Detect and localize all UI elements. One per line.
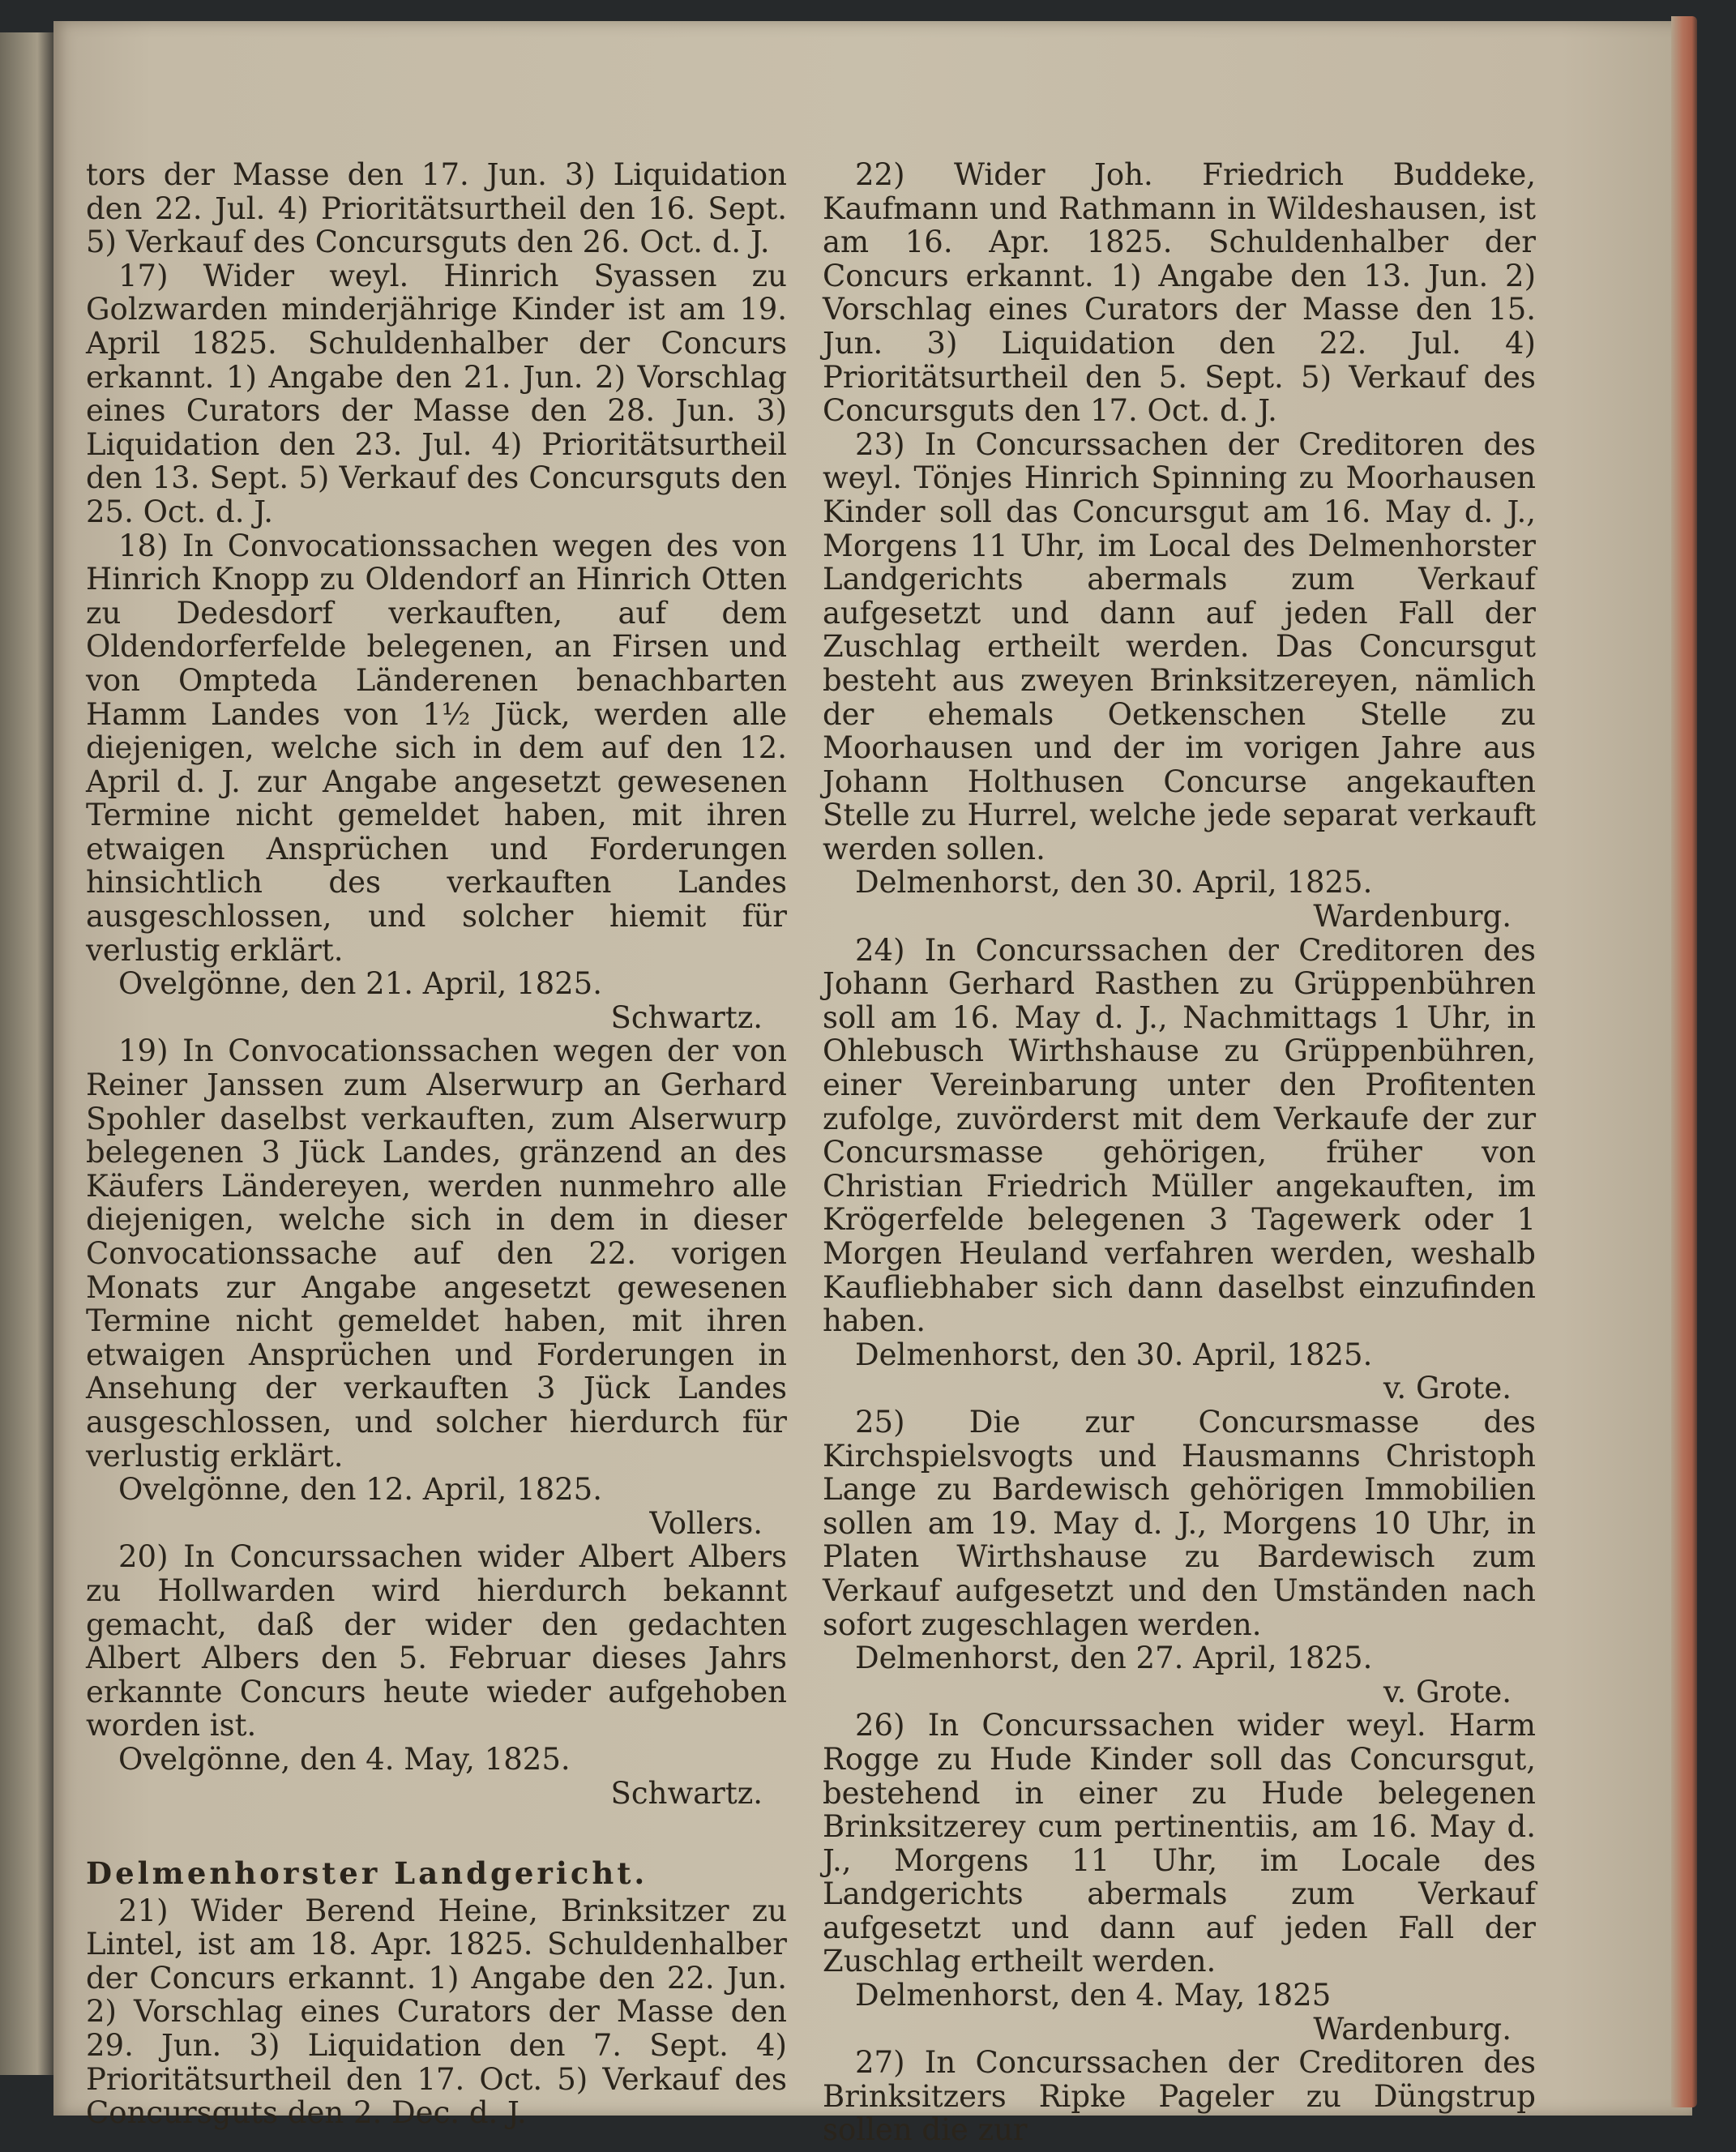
notice-19-place-date: Ovelgönne, den 12. April, 1825. <box>118 1472 602 1508</box>
notice-27: 27) In Concurssachen der Creditoren des Brinksitzers Ripke Pageler zu Düngstrup sollen die zur <box>823 2045 1536 2148</box>
notice-16-continued: tors der Masse den 17. Jun. 3) Liquidation den 22. Jul. 4) Prioritätsurtheil den 16. Sept. 5) Verkauf des Concursguts den 26. Oct. d. J. <box>86 157 787 260</box>
notice-17: 17) Wider weyl. Hinrich Syassen zu Golzwarden minderjährige Kinder ist am 19. April 1825. Schuldenhalber der Concurs erkannt. 1) Angabe den 21. Jun. 2) Vorschlag eines Curators der Masse den 28. Jun. 3) Liquidation den 23. Jul. 4) Prioritätsurtheil den 13. Sept. 5) Verkauf des Concursguts den 25. Oct. d. J. <box>86 258 787 529</box>
notice-18-signature: Schwartz. <box>610 999 763 1035</box>
section-heading: Delmenhorster Landgericht. <box>86 1855 648 1892</box>
notice-18-place-date: Ovelgönne, den 21. April, 1825. <box>118 966 602 1002</box>
facing-page-edge <box>0 32 53 2075</box>
notice-22: 22) Wider Joh. Friedrich Buddeke, Kaufmann und Rathmann in Wildeshausen, ist am 16. Apr. 1825. Schuldenhalber der Concurs erkannt. 1) Angabe den 13. Jun. 2) Vorschlag eines Curators der Masse den 15. Jun. 3) Liquidation den 22. Jul. 4) Prioritätsurtheil den 5. Sept. 5) Verkauf des Concursguts den 17. Oct. d. J. <box>823 157 1536 429</box>
notice-26-place-date: Delmenhorst, den 4. May, 1825 <box>855 1978 1332 2013</box>
notice-26: 26) In Concurssachen wider weyl. Harm Rogge zu Hude Kinder soll das Concursgut, bestehend in einer zu Hude belegenen Brinksitzerey cum pertinentiis, am 16. May d. J., Morgens 11 Uhr, im Locale des Landgerichts abermals zum Verkauf aufgesetzt und dann auf jeden Fall der Zuschlag ertheilt werden. <box>823 1708 1536 1979</box>
notice-25-place-date: Delmenhorst, den 27. April, 1825. <box>855 1641 1373 1676</box>
notice-23-place-date: Delmenhorst, den 30. April, 1825. <box>855 865 1373 901</box>
notice-24: 24) In Concurssachen der Creditoren des Johann Gerhard Rasthen zu Grüppenbühren soll am 16. May d. J., Nachmittags 1 Uhr, in Ohlebusch Wirthshause zu Grüppenbühren, einer Vereinbarung unter den Profitenten zufolge, zuvörderst mit dem Verkaufe der zur Concursmasse gehörigen, früher von Christian Friedrich Müller angekauften, im Krögerfelde belegenen 3 Tagewerk oder 1 Morgen Heuland verfahren werden, weshalb Kaufliebhaber sich dann daselbst einzufinden haben. <box>823 932 1536 1339</box>
right-column <box>823 158 1536 2147</box>
notice-19-signature: Vollers. <box>649 1505 763 1541</box>
notice-23: 23) In Concurssachen der Creditoren des weyl. Tönjes Hinrich Spinning zu Moorhausen Kinder soll das Concursgut am 16. May d. J., Morgens 11 Uhr, im Local des Delmenhorster Landgerichts abermals zum Verkauf aufgesetzt und dann auf jeden Fall der Zuschlag ertheilt werden. Das Concursgut besteht aus zweyen Brinksitzereyen, nämlich der ehemals Oetkenschen Stelle zu Moorhausen und der im vorigen Jahre aus Johann Holthusen Concurse angekauften Stelle zu Hurrel, welche jede separat verkauft werden sollen. <box>823 426 1536 866</box>
page-fore-edge <box>1671 16 1697 2107</box>
notice-25: 25) Die zur Concursmasse des Kirchspielsvogts und Hausmanns Christoph Lange zu Bardewisch gehörigen Immobilien sollen am 19. May d. J., Morgens 10 Uhr, in Platen Wirthshause zu Bardewisch zum Verkauf aufgesetzt und den Umständen nach sofort zugeschlagen werden. <box>823 1404 1536 1642</box>
notice-20: 20) In Concurssachen wider Albert Albers zu Hollwarden wird hierdurch bekannt gemacht, daß der wider den gedachten Albert Albers den 5. Februar dieses Jahrs erkannte Concurs heute wieder aufgehoben worden ist. <box>86 1539 787 1743</box>
notice-20-place-date: Ovelgönne, den 4. May, 1825. <box>118 1741 571 1777</box>
notice-26-signature: Wardenburg. <box>1313 2011 1512 2047</box>
left-column <box>86 158 787 2130</box>
notice-24-signature: v. Grote. <box>1383 1371 1512 1406</box>
notice-19: 19) In Convocationssachen wegen der von Reiner Janssen zum Alserwurp an Gerhard Spohler daselbst verkauften, zum Alserwurp belegenen 3 Jück Landes, gränzend an des Käufers Ländereyen, werden nunmehro alle diejenigen, welche sich in dem in dieser Convocationssache auf den 22. vorigen Monats zur Angabe angesetzt gewesenen Termine nicht gemeldet haben, mit ihren etwaigen Ansprüchen und Forderungen in Ansehung der verkauften 3 Jück Landes ausgeschlossen, und solcher hierdurch für verlustig erklärt. <box>86 1033 787 1474</box>
notice-18: 18) In Convocationssachen wegen des von Hinrich Knopp zu Oldendorf an Hinrich Otten zu Dedesdorf verkauften, auf dem Oldendorferfelde belegenen, an Firsen und von Ompteda Länderenen benachbarten Hamm Landes von 1½ Jück, werden alle diejenigen, welche sich in dem auf den 12. April d. J. zur Angabe angesetzt gewesenen Termine nicht gemeldet haben, mit ihren etwaigen Ansprüchen und Forderungen hinsichtlich des verkauften Landes ausgeschlossen, und solcher hiemit für verlustig erklärt. <box>86 528 787 968</box>
notice-23-signature: Wardenburg. <box>1313 899 1512 935</box>
notice-24-place-date: Delmenhorst, den 30. April, 1825. <box>855 1337 1373 1372</box>
notice-25-signature: v. Grote. <box>1383 1674 1512 1709</box>
notice-20-signature: Schwartz. <box>610 1775 763 1811</box>
notice-21: 21) Wider Berend Heine, Brinksitzer zu Lintel, ist am 18. Apr. 1825. Schuldenhalber der Concurs erkannt. 1) Angabe den 22. Jun. 2) Vorschlag eines Curators der Masse den 29. Jun. 3) Liquidation den 7. Sept. 4) Prioritätsurtheil den 17. Oct. 5) Verkauf des Concursguts den 2. Dec. d. J. <box>86 1893 787 2131</box>
